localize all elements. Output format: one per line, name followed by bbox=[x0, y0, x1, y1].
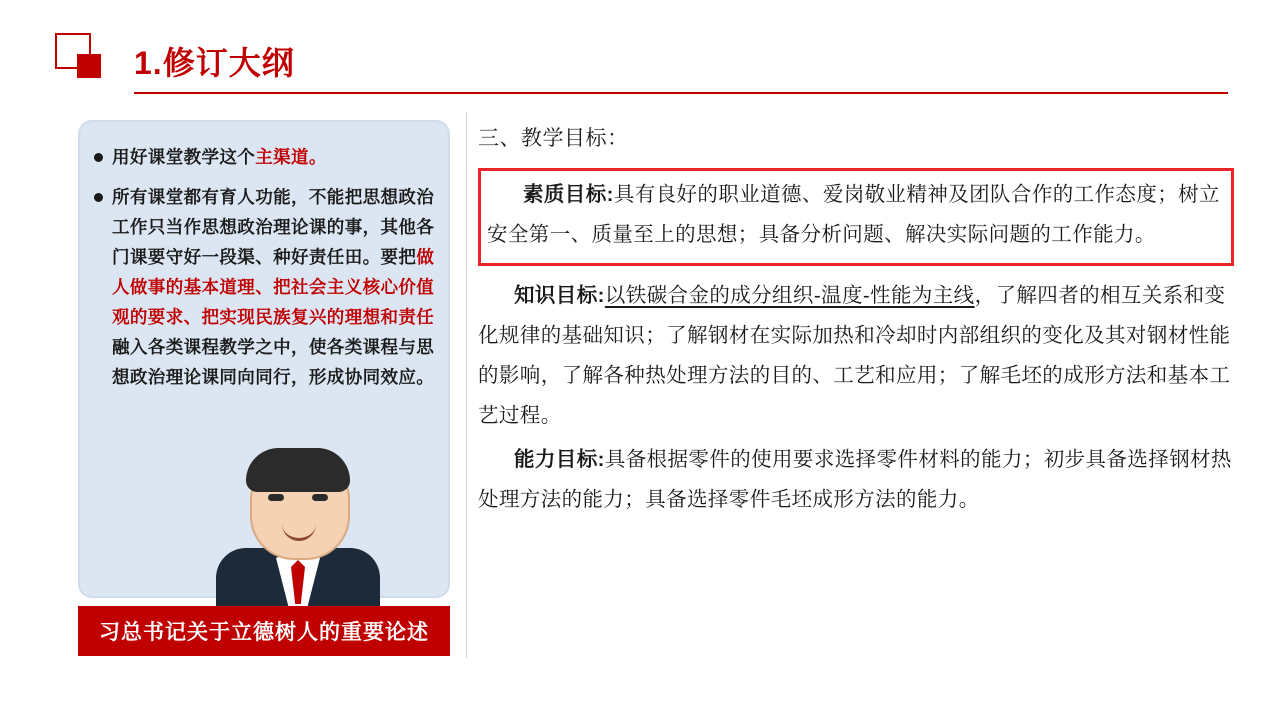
quote-bullet-list bbox=[94, 142, 438, 402]
quote-line-1-part-2: 主渠道。 bbox=[255, 147, 327, 167]
knowledge-goal-paragraph bbox=[478, 276, 1240, 436]
quote-line-2-part-2: 做人做事的基本道理、把社会主义核心价值观的要求、把实现民族复兴的理想和责任 bbox=[112, 247, 435, 327]
title-decor-marks bbox=[55, 33, 115, 78]
quality-goal-text: 具有良好的职业道德、爱岗敬业精神及团队合作的工作态度；树立安全第一、质量至上的思想；具备分析问题、解决实际问题的工作能力。 bbox=[487, 183, 1220, 246]
quote-line-2-part-3: 融入各类课程教学之中，使各类课程与思想政治理论课同向同行，形成协同效应。 bbox=[112, 337, 435, 387]
quote-line-1-part-1: 用好课堂教学这个 bbox=[112, 147, 256, 167]
vertical-divider bbox=[466, 112, 467, 658]
header-divider bbox=[134, 92, 1228, 94]
portrait-hair bbox=[246, 448, 350, 492]
quote-line-2 bbox=[112, 182, 438, 392]
red-banner bbox=[78, 606, 450, 656]
quote-line-1 bbox=[112, 142, 327, 172]
ability-goal-label: 能力目标: bbox=[514, 448, 605, 471]
list-item bbox=[94, 142, 438, 172]
portrait-eye-left bbox=[268, 494, 284, 501]
slide-header bbox=[0, 0, 1280, 100]
left-image-panel bbox=[60, 112, 465, 658]
teaching-goals-heading: 三、教学目标： bbox=[478, 127, 629, 150]
right-text-panel bbox=[478, 112, 1240, 672]
knowledge-goal-text: ，了解四者的相互关系和变化规律的基础知识；了解钢材在实际加热和冷却时内部组织的变化及其对钢材性能的影响，了解各种热处理方法的目的、工艺和应用；了解毛坯的成形方法和基本工艺过程。 bbox=[478, 284, 1231, 427]
bullet-dot-icon bbox=[94, 193, 103, 202]
knowledge-goal-label: 知识目标: bbox=[514, 284, 605, 307]
quote-card bbox=[78, 120, 450, 598]
page-title: 1.修订大纲 bbox=[134, 45, 295, 81]
cartoon-portrait-icon bbox=[198, 450, 398, 610]
ability-goal-text: 具备根据零件的使用要求选择零件材料的能力；初步具备选择钢材热处理方法的能力；具备选择零件毛坯成形方法的能力。 bbox=[478, 448, 1232, 511]
red-banner-text: 习总书记关于立德树人的重要论述 bbox=[99, 621, 429, 644]
list-item bbox=[94, 182, 438, 392]
bullet-dot-icon bbox=[94, 153, 103, 162]
quality-goal-highlight-box bbox=[478, 168, 1234, 266]
quality-goal-paragraph bbox=[487, 175, 1221, 255]
quality-goal-label: 素质目标: bbox=[523, 183, 614, 206]
quote-line-2-part-1: 所有课堂都有育人功能，不能把思想政治工作只当作思想政治理论课的事，其他各门课要守好一段渠、种好责任田。要把 bbox=[112, 187, 435, 267]
square-solid-icon bbox=[77, 54, 101, 78]
ability-goal-paragraph bbox=[478, 440, 1240, 520]
knowledge-goal-underlined-text: 以铁碳合金的成分组织-温度-性能为主线 bbox=[604, 284, 975, 307]
portrait-eye-right bbox=[312, 494, 328, 501]
